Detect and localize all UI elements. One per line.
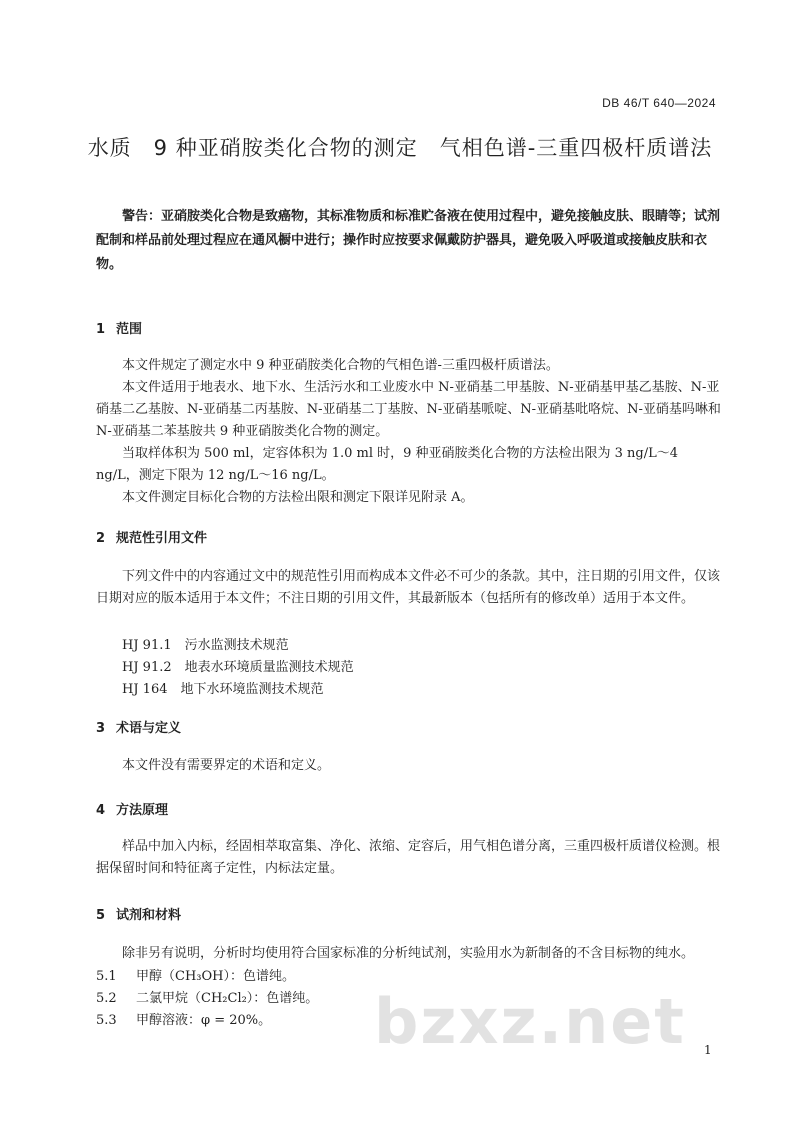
document-title: 水质 9 种亚硝胺类化合物的测定 气相色谱-三重四极杆质谱法 [87, 136, 713, 160]
item-text: 二氯甲烷（CH₂Cl₂）：色谱纯。 [136, 991, 319, 1006]
item-number: 5.2 [96, 991, 117, 1006]
section-5-heading [96, 904, 181, 923]
section-title: 方法原理 [116, 803, 169, 818]
paragraph: 本文件适用于地表水、地下水、生活污水和工业废水中 N-亚硝基二甲基胺、N-亚硝基甲基乙基胺、N-亚硝基二乙基胺、N-亚硝基二丙基胺、N-亚硝基二丁基胺、N-亚硝基哌啶、N-亚硝基吡咯烷、N-亚硝基吗啉和 N-亚硝基二苯基胺共 9 种亚硝胺类化合物的测定。 [96, 380, 721, 439]
item-number: 5.1 [96, 969, 117, 984]
section-title: 范围 [116, 322, 143, 337]
paragraph: 当取样体积为 500 ml，定容体积为 1.0 ml 时，9 种亚硝胺类化合物的方法检出限为 3 ng/L～4 ng/L，测定下限为 12 ng/L～16 ng/L。 [96, 446, 679, 483]
section-number: 2 [96, 531, 106, 546]
section-2-heading [96, 527, 207, 546]
paragraph: 本文件规定了测定水中 9 种亚硝胺类化合物的气相色谱-三重四极杆质谱法。 [122, 358, 559, 373]
paragraph: 除非另有说明，分析时均使用符合国家标准的分析纯试剂，实验用水为新制备的不含目标物的纯水。 [122, 946, 695, 961]
normative-reference: HJ 91.1 污水监测技术规范 [122, 638, 289, 653]
paragraph: 样品中加入内标，经固相萃取富集、净化、浓缩、定容后，用气相色谱分离，三重四极杆质谱仪检测。根据保留时间和特征离子定性，内标法定量。 [96, 839, 721, 876]
section-number: 1 [96, 322, 106, 337]
paragraph: 本文件没有需要界定的术语和定义。 [122, 758, 331, 773]
section-1-heading [96, 318, 142, 337]
paragraph: 本文件测定目标化合物的方法检出限和测定下限详见附录 A。 [122, 490, 474, 505]
section-3-heading [96, 717, 181, 736]
list-item [96, 965, 295, 984]
list-item [96, 1009, 271, 1028]
section-number: 5 [96, 908, 106, 923]
normative-reference: HJ 164 地下水环境监测技术规范 [122, 682, 324, 697]
section-number: 4 [96, 803, 106, 818]
list-item [96, 987, 318, 1006]
item-text: 甲醇（CH₃OH）：色谱纯。 [136, 969, 295, 984]
section-title: 术语与定义 [116, 721, 182, 736]
warning-paragraph: 警告：亚硝胺类化合物是致癌物，其标准物质和标准贮备液在使用过程中，避免接触皮肤、眼睛等；试剂配制和样品前处理过程应在通风橱中进行；操作时应按要求佩戴防护器具，避免吸入呼吸道或接触皮肤和衣物。 [96, 209, 721, 272]
item-number: 5.3 [96, 1013, 117, 1028]
page-number: 1 [704, 1043, 712, 1057]
document-id: DB 46/T 640—2024 [602, 96, 716, 110]
paragraph: 下列文件中的内容通过文中的规范性引用而构成本文件必不可少的条款。其中，注日期的引用文件，仅该日期对应的版本适用于本文件；不注日期的引用文件，其最新版本（包括所有的修改单）适用于本文件。 [96, 569, 721, 606]
section-title: 试剂和材料 [116, 908, 182, 923]
normative-reference: HJ 91.2 地表水环境质量监测技术规范 [122, 660, 354, 675]
item-text: 甲醇溶液：φ = 20%。 [136, 1013, 272, 1028]
watermark: bzxz.net [374, 985, 686, 1058]
section-number: 3 [96, 721, 106, 736]
section-4-heading [96, 799, 168, 818]
section-title: 规范性引用文件 [116, 531, 208, 546]
